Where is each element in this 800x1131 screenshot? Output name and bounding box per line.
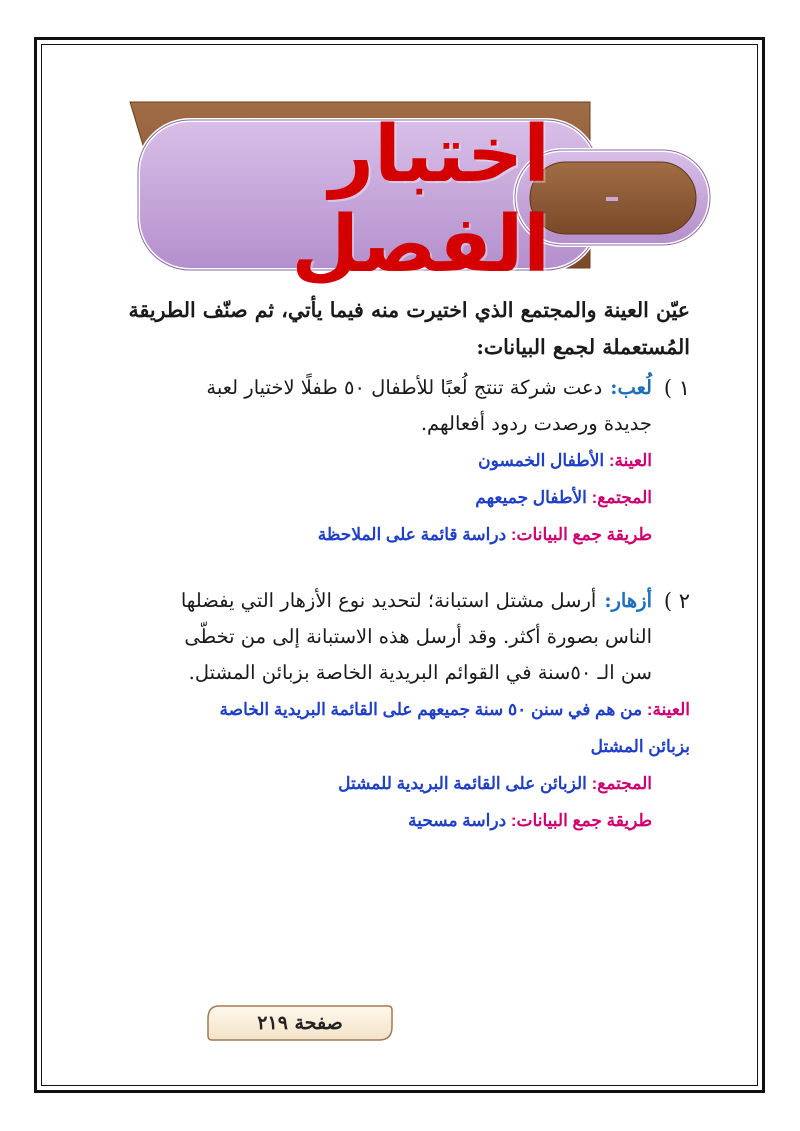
- answer-value: الزبائن على القائمة البريدية للمشتل: [338, 774, 587, 793]
- answer-label: العينة:: [608, 451, 652, 470]
- answer-method: [100, 516, 652, 553]
- worksheet-content: [100, 292, 690, 839]
- answer-sample-continued: [100, 728, 690, 765]
- answer-value: من هم في سنن ٥٠ سنة جميعهم على القائمة البريدية الخاصة: [219, 700, 643, 719]
- question-text-line: جديدة ورصدت ردود أفعالهم.: [420, 412, 652, 435]
- question-text-line: [100, 583, 652, 619]
- page-title: اختبار الفصل: [291, 110, 550, 290]
- question-text: دعت شركة تنتج لُعبًا للأطفال ٥٠ طفلًا لاختيار لعبة: [206, 376, 603, 399]
- question-keyword: أزهار:: [604, 589, 652, 612]
- answer-value: الأطفال الخمسون: [478, 451, 605, 470]
- question-text-line: [100, 370, 652, 406]
- question-number: ٢ ): [663, 589, 690, 613]
- answer-label: المجتمع:: [591, 488, 652, 507]
- answer-label: المجتمع:: [591, 774, 652, 793]
- question-text-line: الناس بصورة أكثر. وقد أرسل هذه الاستبانة إلى من تخطّى: [184, 625, 652, 648]
- question-keyword: لُعب:: [610, 376, 652, 399]
- answer-population: [100, 765, 652, 802]
- question-text-line: سن الـ ٥٠سنة في القوائم البريدية الخاصة بزبائن المشتل.: [188, 661, 652, 684]
- question-number: ١ ): [663, 376, 690, 400]
- instruction-line-2: المُستعملة لجمع البيانات:: [476, 335, 690, 359]
- answer-label: طريقة جمع البيانات:: [510, 811, 652, 830]
- answer-sample: [100, 691, 690, 728]
- instruction-line-1: عيّن العينة والمجتمع الذي اختيرت منه فيما يأتي، ثم صنّف الطريقة: [128, 298, 690, 322]
- answer-population: [100, 479, 652, 516]
- answer-label: طريقة جمع البيانات:: [510, 525, 652, 544]
- answer-value: دراسة مسحية: [408, 811, 507, 830]
- page-number: صفحة ٢١٩: [257, 1012, 343, 1034]
- question-2: [100, 583, 690, 839]
- question-1: [100, 370, 690, 553]
- answer-value: بزبائن المشتل: [590, 737, 690, 756]
- question-text: أرسل مشتل استبانة؛ لتحديد نوع الأزهار التي يفضلها: [180, 589, 597, 612]
- answer-method: [100, 802, 652, 839]
- answer-value: الأطفال جميعهم: [475, 488, 587, 507]
- answer-label: العينة:: [646, 700, 690, 719]
- answer-sample: [100, 442, 652, 479]
- answer-value: دراسة قائمة على الملاحظة: [317, 525, 507, 544]
